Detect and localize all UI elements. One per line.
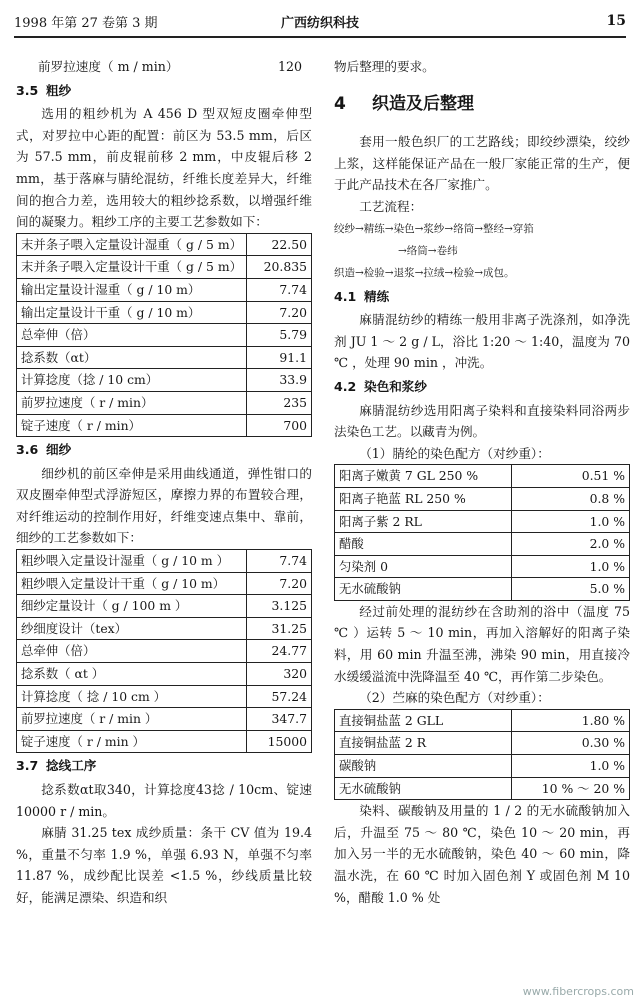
param-name: 直接铜盐蓝 2 R bbox=[335, 732, 512, 755]
table-row bbox=[335, 709, 630, 732]
table-row bbox=[17, 730, 312, 753]
param-value: 5.0 % bbox=[512, 578, 630, 601]
param-value: 57.24 bbox=[247, 685, 312, 708]
table-row bbox=[335, 732, 630, 755]
table-row bbox=[17, 301, 312, 324]
param-value: 24.77 bbox=[247, 640, 312, 663]
param-value: 5.79 bbox=[247, 324, 312, 347]
param-name: 粗纱喂入定量设计干重（ g / 10 m） bbox=[17, 572, 247, 595]
param-name: 前罗拉速度（ r / min ） bbox=[17, 708, 247, 731]
param-name: 匀染剂 0 bbox=[335, 555, 512, 578]
param-value: 347.7 bbox=[247, 708, 312, 731]
param-value: 1.0 % bbox=[512, 755, 630, 778]
param-name: 醋酸 bbox=[335, 533, 512, 556]
param-name: 直接铜盐蓝 2 GLL bbox=[335, 709, 512, 732]
table-row bbox=[335, 510, 630, 533]
table-row bbox=[335, 465, 630, 488]
table-row bbox=[17, 572, 312, 595]
journal-title: 广西纺织科技 bbox=[280, 15, 359, 31]
param-value: 7.20 bbox=[247, 301, 312, 324]
front-roller-speed-row: 前罗拉速度（ m / min） 120 bbox=[38, 59, 302, 74]
param-value: 10 % ～ 20 % bbox=[512, 777, 630, 800]
table-row bbox=[17, 685, 312, 708]
table-row bbox=[17, 663, 312, 686]
spinning-paragraph: 细纱机的前区牵伸是采用曲线通道，弹性钳口的双皮圈牵伸型式浮游短区，摩擦力界的布置较合理，对纤维运动的控制作用好，纤维变速点集中、靠前，细纱的工艺参数如下： bbox=[16, 465, 312, 546]
param-value: 31.25 bbox=[247, 617, 312, 640]
param-value: 91.1 bbox=[247, 346, 312, 369]
ramie-recipe-table bbox=[334, 709, 630, 800]
param-name: 碳酸钠 bbox=[335, 755, 512, 778]
table-row bbox=[17, 617, 312, 640]
continued-text: 物后整理的要求。 bbox=[334, 59, 435, 74]
flow-title: 工艺流程： bbox=[359, 198, 423, 214]
section-3-6-heading: 3.6 细纱 bbox=[16, 442, 72, 458]
table-row bbox=[17, 708, 312, 731]
weaving-paragraph: 套用一般色织厂的工艺路线；即绞纱漂染，绞纱上浆，这样能保证产品在一般厂家能正常的生产，便于此产品技术在各厂家推广。 bbox=[334, 134, 630, 193]
param-name: 锭子速度（ r / min） bbox=[17, 414, 247, 437]
dyeing-process-paragraph: 经过前处理的混纺纱在含助剂的浴中（温度 75 ℃ ）运转 5 ～ 10 min，再加入溶解好的阳离子染料，用 60 min 升温至沸，沸染 90 min，用直接冷水缓缓溢流中洗降温至 40 ℃，再作第二步染色。 bbox=[334, 603, 630, 684]
param-value: 0.51 % bbox=[512, 465, 630, 488]
section-4-2-heading: 4.2 染色和浆纱 bbox=[334, 378, 427, 394]
spinning-params-table bbox=[16, 549, 312, 753]
table-row bbox=[335, 533, 630, 556]
param-value: 15000 bbox=[247, 730, 312, 753]
process-flow bbox=[334, 218, 630, 284]
param-name: 阳离子紫 2 RL bbox=[335, 510, 512, 533]
param-name: 前罗拉速度（ r / min） bbox=[17, 391, 247, 414]
param-value: 2.0 % bbox=[512, 533, 630, 556]
page-number: 15 bbox=[606, 13, 626, 29]
table-row bbox=[17, 324, 312, 347]
param-name: 末并条子喂入定量设计湿重（ g / 5 m） bbox=[17, 233, 247, 256]
param-name: 末并条子喂入定量设计干重（ g / 5 m） bbox=[17, 256, 247, 279]
param-value: 700 bbox=[247, 414, 312, 437]
param-name: 细纱定量设计（ g / 100 m ） bbox=[17, 595, 247, 618]
param-name: 计算捻度（ 捻 / 10 cm ） bbox=[17, 685, 247, 708]
table-row bbox=[335, 487, 630, 510]
param-name: 纱细度设计（tex） bbox=[17, 617, 247, 640]
table-row bbox=[17, 233, 312, 256]
param-value: 7.74 bbox=[247, 278, 312, 301]
table-row bbox=[17, 369, 312, 392]
param-value: 7.74 bbox=[247, 550, 312, 573]
journal-issue: 1998 年第 27 卷第 3 期 bbox=[14, 15, 158, 31]
section-4-1-heading: 4.1 精练 bbox=[334, 288, 390, 304]
table-row bbox=[17, 391, 312, 414]
process-flow-line-2: →络筒→卷纬 bbox=[398, 244, 458, 257]
table-row bbox=[17, 346, 312, 369]
ramie-recipe-title: （2）苎麻的染色配方（对纱重）： bbox=[359, 690, 550, 706]
section-3-7-heading: 3.7 捻线工序 bbox=[16, 758, 97, 774]
param-value: 320 bbox=[247, 663, 312, 686]
param-value: 0.8 % bbox=[512, 487, 630, 510]
param-name: 输出定量设计湿重（ g / 10 m） bbox=[17, 278, 247, 301]
process-flow-line-3: 织造→检验→退浆→拉绒→检验→成包。 bbox=[334, 266, 515, 279]
param-name: 总牵伸（倍） bbox=[17, 640, 247, 663]
page-header bbox=[14, 6, 626, 38]
param-value: 33.9 bbox=[247, 369, 312, 392]
process-flow-line-1: 绞纱→精练→染色→浆纱→络筒→整经→穿筘 bbox=[334, 222, 534, 235]
left-column bbox=[16, 56, 312, 909]
section-4-heading: 4 织造及后整理 bbox=[334, 93, 474, 114]
param-value: 1.80 % bbox=[512, 709, 630, 732]
param-value: 22.50 bbox=[247, 233, 312, 256]
dyeing-paragraph: 麻腈混纺纱选用阳离子染料和直接染料同浴两步法染色工艺。以藏青为例。 bbox=[334, 402, 630, 440]
acrylic-recipe-table bbox=[334, 464, 630, 601]
param-value: 20.835 bbox=[247, 256, 312, 279]
param-name: 锭子速度（ r / min ） bbox=[17, 730, 247, 753]
scouring-paragraph: 麻腈混纺纱的精练一般用非离子洗涤剂，如净洗剂 JU 1 ～ 2 g / L，浴比 1:20 ～ 1:40，温度为 70 ℃ ，处理 90 min ，冲洗。 bbox=[334, 312, 630, 371]
param-name: 总牵伸（倍） bbox=[17, 324, 247, 347]
table-row bbox=[335, 777, 630, 800]
table-row bbox=[17, 414, 312, 437]
param-name: 阳离子艳蓝 RL 250 % bbox=[335, 487, 512, 510]
param-name: 无水硫酸钠 bbox=[335, 777, 512, 800]
param-value: 0.30 % bbox=[512, 732, 630, 755]
acrylic-recipe-title: （1）腈纶的染色配方（对纱重）： bbox=[359, 445, 550, 461]
param-name: 粗纱喂入定量设计湿重（ g / 10 m ） bbox=[17, 550, 247, 573]
table-row bbox=[17, 256, 312, 279]
param-name: 输出定量设计干重（ g / 10 m） bbox=[17, 301, 247, 324]
table-row bbox=[335, 755, 630, 778]
param-name: 捻系数（αt） bbox=[17, 346, 247, 369]
param-value: 7.20 bbox=[247, 572, 312, 595]
param-name: 阳离子嫩黄 7 GL 250 % bbox=[335, 465, 512, 488]
table-row bbox=[17, 640, 312, 663]
table-row bbox=[335, 578, 630, 601]
table-row bbox=[17, 550, 312, 573]
table-row bbox=[17, 595, 312, 618]
param-name: 计算捻度（捻 / 10 cm） bbox=[17, 369, 247, 392]
table-row bbox=[335, 555, 630, 578]
param-value: 235 bbox=[247, 391, 312, 414]
param-value: 3.125 bbox=[247, 595, 312, 618]
table-row bbox=[17, 278, 312, 301]
param-value: 1.0 % bbox=[512, 510, 630, 533]
param-name: 无水硫酸钠 bbox=[335, 578, 512, 601]
roving-paragraph: 选用的粗纱机为 A 456 D 型双短皮圈牵伸型式，对罗拉中心距的配置：前区为 53.5 mm，后区为 57.5 mm，前皮辊前移 2 mm，中皮辊后移 2 mm，基于落麻与腈纶混纺，纤维长度差异大，纤维间的抱合力差，选用较大的粗纱捻系数，以增强纤维间的凝聚力。粗纱工序的主要工艺参数如下： bbox=[16, 106, 312, 230]
roving-params-table bbox=[16, 233, 312, 437]
right-column bbox=[334, 56, 630, 908]
dyeing-end-paragraph: 染料、碳酸钠及用量的 1 / 2 的无水硫酸钠加入后，升温至 75 ～ 80 ℃，染色 10 ～ 20 min，再加入另一半的无水硫酸钠，染色 40 ～ 60 min，降温水洗，在 60 ℃ 时加入固色剂 Y 或固色剂 M 10 %，醋酸 1.0 % 处 bbox=[334, 803, 630, 905]
twisting-paragraph: 捻系数αt取340，计算捻度43捻 / 10cm、锭速10000 r / min。 bbox=[16, 782, 312, 819]
section-3-5-heading: 3.5 粗纱 bbox=[16, 82, 72, 98]
param-name: 捻系数（ αt ） bbox=[17, 663, 247, 686]
yarn-quality-paragraph: 麻腈 31.25 tex 成纱质量：条干 CV 值为 19.4 %，重量不匀率 1.9 %，单强 6.93 N，单强不匀率 11.87 %，成纱配比误差 <1.5 %，纱线质量比较好，能满足漂染、织造和织 bbox=[16, 825, 312, 905]
watermark: www.fibercrops.com bbox=[522, 985, 634, 998]
param-value: 1.0 % bbox=[512, 555, 630, 578]
